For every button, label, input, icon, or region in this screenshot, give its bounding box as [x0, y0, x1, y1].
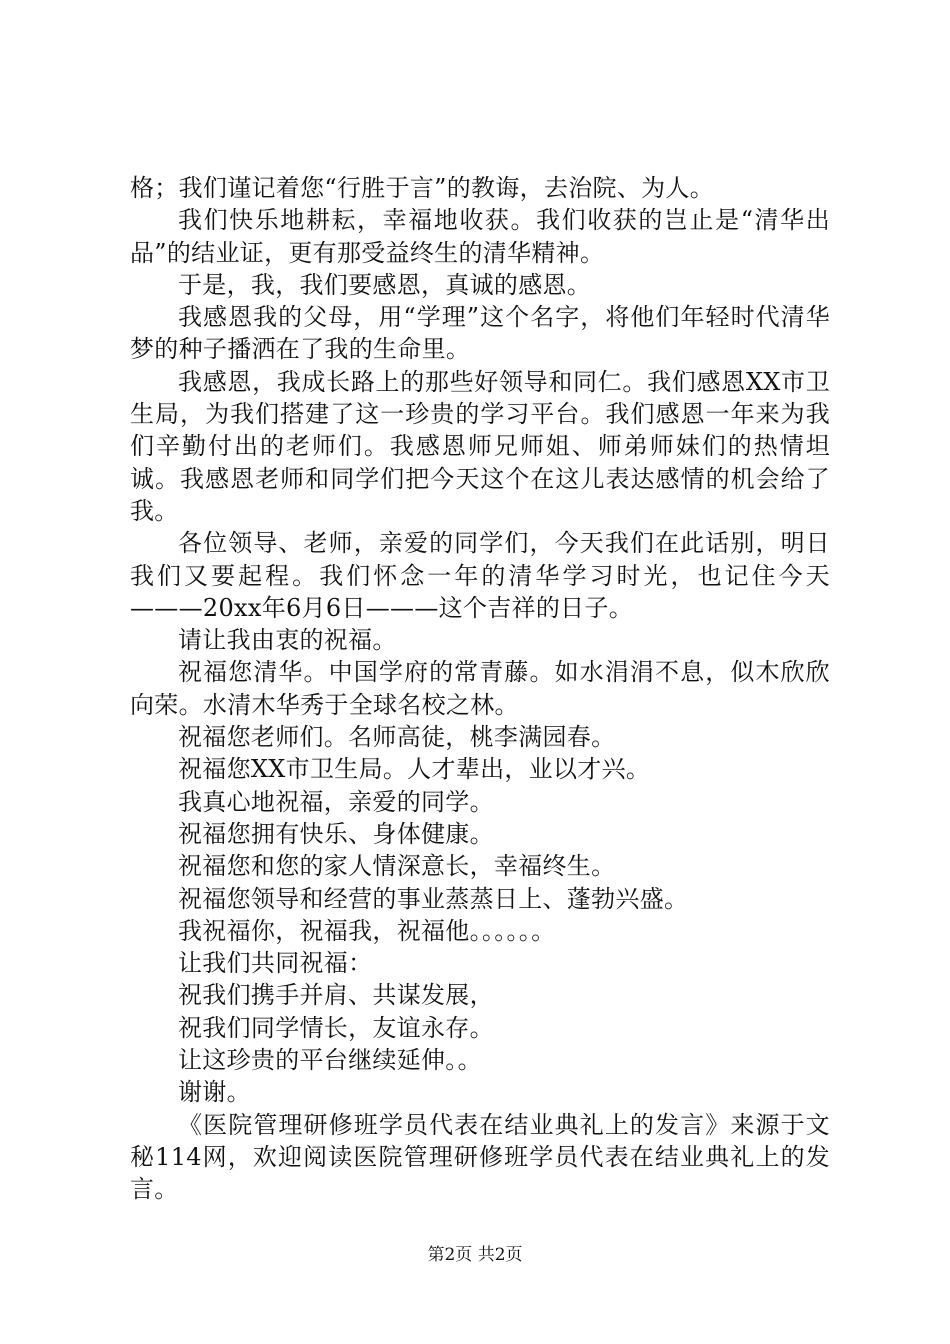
paragraph: 我们快乐地耕耘，幸福地收获。我们收获的岂止是“清华出品”的结业证，更有那受益终生的清华精神。 — [130, 206, 830, 267]
paragraph: 祝福您XX市卫生局。人才辈出，业以才兴。 — [178, 755, 651, 784]
paragraph: 让我们共同祝福： — [178, 949, 373, 978]
paragraph: 祝福您和您的家人情深意长，幸福终生。 — [178, 852, 616, 881]
paragraph: 祝我们携手并肩、共谋发展， — [178, 981, 494, 1010]
document-body — [130, 172, 830, 1206]
paragraph: 于是，我，我们要感恩，真诚的感恩。 — [178, 270, 592, 299]
paragraph: 让这珍贵的平台继续延伸。。 — [178, 1046, 482, 1075]
paragraph: 祝福您清华。中国学府的常青藤。如水涓涓不息，似木欣欣向荣。水清木华秀于全球名校之林。 — [130, 658, 830, 719]
paragraph: 格；我们谨记着您“行胜于言”的教诲，去治院、为人。 — [130, 174, 715, 202]
paragraph: 《医院管理研修班学员代表在结业典礼上的发言》来源于文秘114网，欢迎阅读医院管理研修班学员代表在结业典礼上的发言。 — [130, 1110, 830, 1204]
paragraph: 祝我们同学情长，友谊永存。 — [178, 1013, 494, 1042]
paragraph: 祝福您拥有快乐、身体健康。 — [178, 819, 494, 848]
paragraph: 谢谢。 — [178, 1078, 251, 1107]
page-number-footer: 第2页 共2页 — [427, 1245, 523, 1265]
paragraph: 祝福您老师们。名师高徒，桃李满园春。 — [178, 723, 616, 752]
paragraph: 我祝福你，祝福我，祝福他。。。。。。 — [178, 916, 556, 945]
paragraph: 请让我由衷的祝福。 — [178, 626, 397, 655]
paragraph: 我感恩，我成长路上的那些好领导和同仁。我们感恩XX市卫生局，为我们搭建了这一珍贵的学习平台。我们感恩一年来为我们辛勤付出的老师们。我感恩师兄师姐、师弟师妹们的热情坦诚。我感恩老师和同学们把今天这个在这儿表达感情的机会给了我。 — [130, 367, 830, 525]
paragraph: 祝福您领导和经营的事业蒸蒸日上、蓬勃兴盛。 — [178, 884, 689, 913]
paragraph: 各位领导、老师，亲爱的同学们，今天我们在此话别，明日我们又要起程。我们怀念一年的清华学习时光，也记住今天———20xx年6月6日———这个吉祥的日子。 — [130, 529, 830, 622]
paragraph: 我感恩我的父母，用“学理”这个名字，将他们年轻时代清华梦的种子播洒在了我的生命里。 — [130, 303, 830, 364]
paragraph: 我真心地祝福，亲爱的同学。 — [178, 787, 494, 816]
